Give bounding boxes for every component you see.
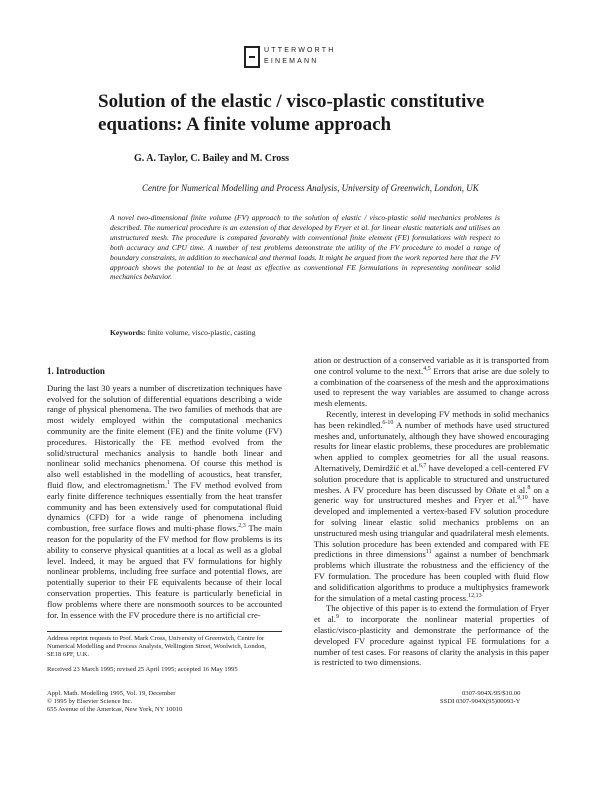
correspondence-footnote: Address reprint requests to Prof. Mark Cross, University of Greenwich, Centre for Numerical Modelling and Process Analysis, Wellington Street, Woolwich, London, SE18 6PF, U.K. (47, 631, 282, 660)
intro-text: against a number of benchmark problems which illustrate the robustness and the efficiency of the FV formulation. The procedure has been coupled with fluid flow and solidification algorithms to produce a multiphysics framework for the simulation of a metal casting process. (314, 549, 549, 603)
intro-paragraph-3 (314, 603, 549, 668)
left-column (47, 366, 282, 620)
paper-authors: G. A. Taylor, C. Bailey and M. Cross (134, 153, 290, 164)
keywords-text: finite volume, visco-plastic, casting (147, 328, 256, 337)
intro-paragraph-1 (47, 383, 282, 621)
citation: 11 (425, 549, 432, 556)
paper-title: Solution of the elastic / visco-plastic constitutive equations: A finite volume approach (98, 91, 485, 135)
publisher-logo (244, 46, 364, 72)
intro-text: During the last 30 years a number of discretization techniques have evolved for the solution of differential equations describing a wide range of physical phenomena. The two families of methods that are most widely employed within the computational mechanics community are the finite element (FE) and the finite volume (FV) procedures. Historically the FE method evolved from the solid/structural mechanics analysis to handle both linear and nonlinear solid mechanics phenomena. Of course this method is also well established in the modelling of acoustics, heat transfer, fluid flow, and electromagnetism. (47, 382, 282, 490)
paper-affiliation: Centre for Numerical Modelling and Process Analysis, University of Greenwich, London, UK (142, 183, 479, 193)
journal-copyright: © 1995 by Elsevier Science Inc. (47, 698, 133, 706)
article-codes (440, 690, 520, 706)
journal-info (47, 690, 282, 715)
issn-code: 0307-904X/95/$10.00 (461, 690, 521, 697)
intro-text: The objective of this paper is to extend the formulation of Fryer et al. (314, 603, 549, 625)
intro-text: have developed and implemented a vertex-based FV solution procedure for solving linear elastic solid mechanics problems on an unstructured mesh using triangular and quadrilateral mesh elements. This solution procedure has been extended and compared with FE predictions in three dimensions (314, 495, 549, 560)
intro-text: ation or destruction of a conserved variable as it is transported from one control volume to the next. (314, 355, 549, 376)
section-heading-introduction: 1. Introduction (47, 366, 105, 376)
intro-text: have developed a cell-centered FV solution procedure that is applicable to structured and unstructured meshes. A FV procedure has been discussed by Oñate et al. (314, 462, 549, 495)
citation: 9,10 (517, 495, 528, 502)
citation: 4,5 (423, 365, 431, 372)
intro-text: to incorporate the nonlinear material properties of elastic/visco-plasticity and demonstrate the performance of the developed FV procedure against typical FE formulations for a number of test cases. For reasons of clarity the analysis in this paper is restricted to two dimensions. (314, 614, 550, 668)
citation: 8 (527, 484, 531, 491)
citation: 2,3 (238, 523, 246, 530)
journal-address: 655 Avenue of the Americas, New York, NY 10010 (47, 706, 183, 714)
right-column (314, 355, 549, 668)
intro-text: A number of methods have used structured meshes and, unfortunately, although they have showed encouraging results for linear elastic problems, these procedures are problematic when applied to complex geometries for all the usual reasons. Alternatively, Demirdžić et al. (314, 419, 550, 473)
received-dates: Received 23 March 1995; revised 25 April 1995; accepted 16 May 1995 (47, 666, 238, 673)
intro-paragraph-1-continued (314, 355, 549, 409)
citation: 9 (335, 614, 339, 621)
journal-citation: Appl. Math. Modelling 1995, Vol. 19, December (47, 690, 176, 697)
citation: 1 (167, 480, 171, 487)
intro-text: Recently, interest in developing FV methods in solid mechanics has been rekindled. (314, 408, 549, 430)
intro-text: The FV method evolved from early finite difference techniques essentially from the heat transfer community and has been extensively used for computational fluid dynamics (CFD) for a wide range of phenomena including combustion, free surface flows and multi-phase flows. (47, 479, 283, 534)
intro-text: on a generic way for unstructured meshes and Fryer et al. (314, 484, 549, 506)
intro-text: Errors that arise are due solely to a combination of the coarseness of the mesh and the approximations used to represent the way variables are assumed to change across mesh elements. (314, 365, 549, 409)
intro-paragraph-2 (314, 409, 549, 603)
citation: 12,13 (468, 592, 482, 599)
paper-abstract: A novel two-dimensional finite volume (FV) approach to the solution of elastic / visco-plastic solid mechanics problems is described. The numerical procedure is an extension of that developed by Fryer et al. for linear elastic materials and utilises an unstructured mesh. The procedure is compared favorably with conventional finite element (FE) formulations with respect to both accuracy and CPU time. A number of test problems demonstrate the utility of the FV procedure to model a range of boundary constraints, in addition to mechanical and thermal loads. It might be argued from the work reported here that the FV approach shows the potential to be at least as effective as conventional FE formulations in representing nonlinear solid mechanics behavior. (110, 213, 500, 282)
keywords-label: Keywords: (110, 328, 146, 337)
citation: 6-10 (382, 419, 394, 426)
publisher-logo-mark (244, 46, 260, 68)
ssdi-code: SSDI 0307-904X(95)00093-Y (440, 698, 521, 706)
publisher-name-line2: EINEMANN (264, 58, 319, 65)
paper-keywords (110, 328, 256, 337)
publisher-name-line1: UTTERWORTH (264, 47, 336, 54)
intro-text: The main reason for the popularity of the FV method for flow problems is its ability to conserve physical quantities at a local as well as a global level. Indeed, it may be argued that FV formulations for highly nonlinear problems, including free surface and potential flows, are potentially superior to their FE equivalents because of their local conservation properties. This feature is particularly beneficial in flow problems where there are nonsmooth sources to be accounted for. In essence with the FV procedure there is no artificial cre- (47, 523, 282, 620)
citation: 6,7 (418, 463, 427, 470)
